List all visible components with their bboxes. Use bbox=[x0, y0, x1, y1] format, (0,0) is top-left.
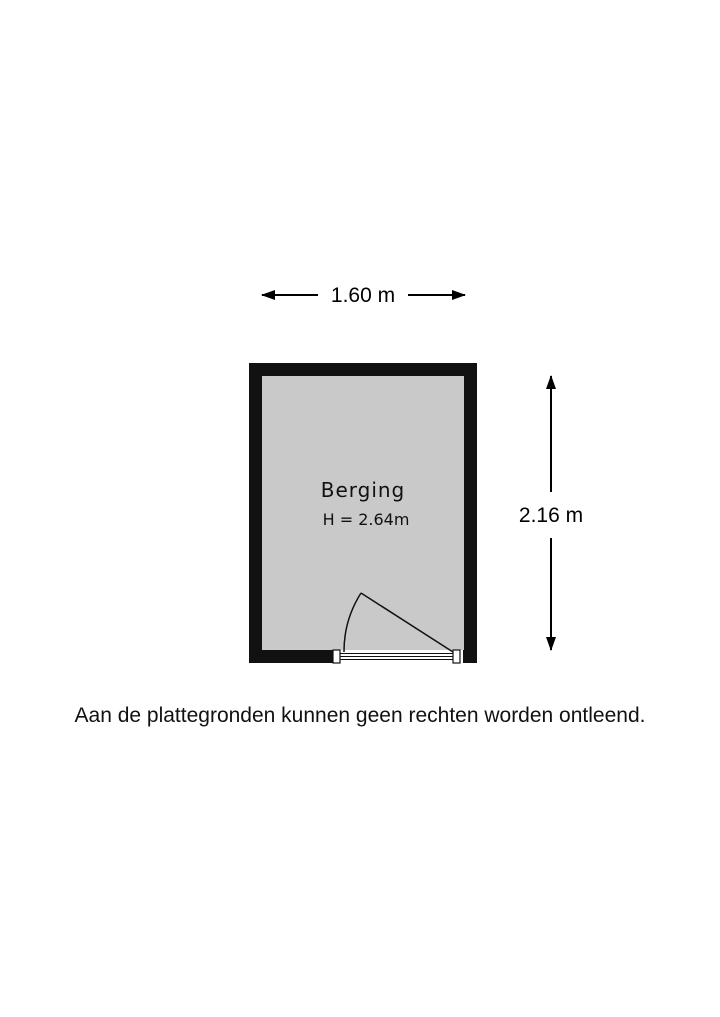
room-height: H = 2.64m bbox=[322, 510, 410, 529]
width-dimension bbox=[262, 284, 465, 307]
depth-label: 2.16 m bbox=[518, 504, 584, 527]
door-jamb-left bbox=[333, 650, 340, 663]
room-berging bbox=[249, 363, 477, 663]
depth-dimension bbox=[519, 376, 583, 650]
room-name: Berging bbox=[320, 478, 406, 502]
door-jamb-right bbox=[453, 650, 460, 663]
width-label: 1.60 m bbox=[330, 284, 396, 307]
disclaimer-text: Aan de plattegronden kunnen geen rechten worden ontleend. bbox=[74, 704, 646, 727]
